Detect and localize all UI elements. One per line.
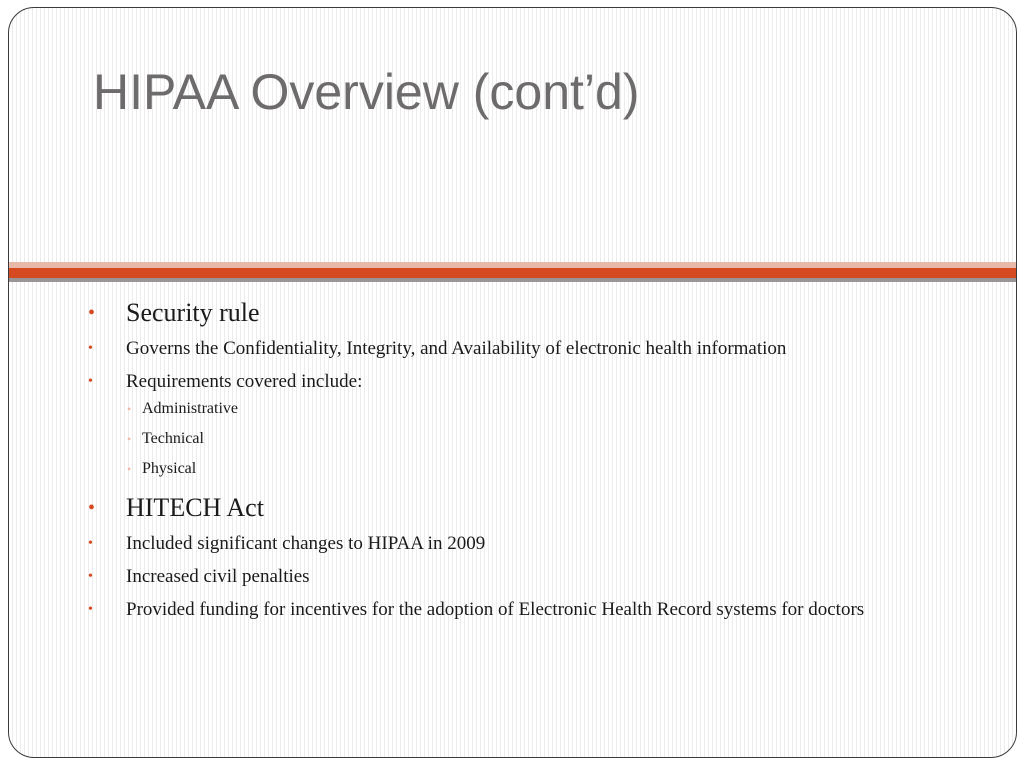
bullet-text: HITECH Act <box>126 493 264 522</box>
sub-sub-bullet-marker: • <box>127 462 132 476</box>
sub-bullet-text: Increased civil penalties <box>126 566 310 587</box>
sub-bullet-marker: • <box>88 374 93 389</box>
sub-bullet-list <box>88 530 961 623</box>
sub-sub-bullet-text: Physical <box>142 460 197 477</box>
bullet-list <box>81 294 961 623</box>
sub-sub-bullet-list <box>127 397 961 481</box>
sub-bullet-item <box>88 335 961 362</box>
sub-sub-bullet-item <box>127 397 961 421</box>
sub-bullet-item <box>88 563 961 590</box>
slide-title: HIPAA Overview (cont’d) <box>93 64 640 120</box>
sub-bullet-item <box>88 368 961 481</box>
sub-bullet-item <box>88 596 961 623</box>
slide <box>8 7 1017 758</box>
divider-band-accent <box>9 268 1016 278</box>
bullet-item <box>81 489 961 623</box>
sub-sub-bullet-item <box>127 457 961 481</box>
sub-sub-bullet-marker: • <box>127 432 132 446</box>
sub-bullet-marker: • <box>88 602 93 617</box>
sub-bullet-marker: • <box>88 569 93 584</box>
sub-sub-bullet-text: Technical <box>142 430 204 447</box>
sub-bullet-text: Requirements covered include: <box>126 371 363 392</box>
sub-sub-bullet-marker: • <box>127 402 132 416</box>
sub-bullet-marker: • <box>88 536 93 551</box>
sub-bullet-marker: • <box>88 341 93 356</box>
divider-band-gray <box>9 278 1016 282</box>
sub-bullet-text: Provided funding for incentives for the adoption of Electronic Health Record systems for doctors <box>126 599 865 620</box>
bullet-marker: • <box>88 302 96 324</box>
sub-bullet-text: Included significant changes to HIPAA in 2009 <box>126 533 486 554</box>
sub-bullet-item <box>88 530 961 557</box>
sub-sub-bullet-item <box>127 427 961 451</box>
sub-bullet-list <box>88 335 961 481</box>
title-divider-bands <box>9 262 1016 282</box>
sub-bullet-text: Governs the Confidentiality, Integrity, and Availability of electronic health information <box>126 338 787 359</box>
bullet-item <box>81 294 961 481</box>
sub-sub-bullet-text: Administrative <box>142 400 238 417</box>
bullet-marker: • <box>88 497 96 519</box>
slide-body <box>81 294 961 631</box>
bullet-text: Security rule <box>126 298 260 327</box>
